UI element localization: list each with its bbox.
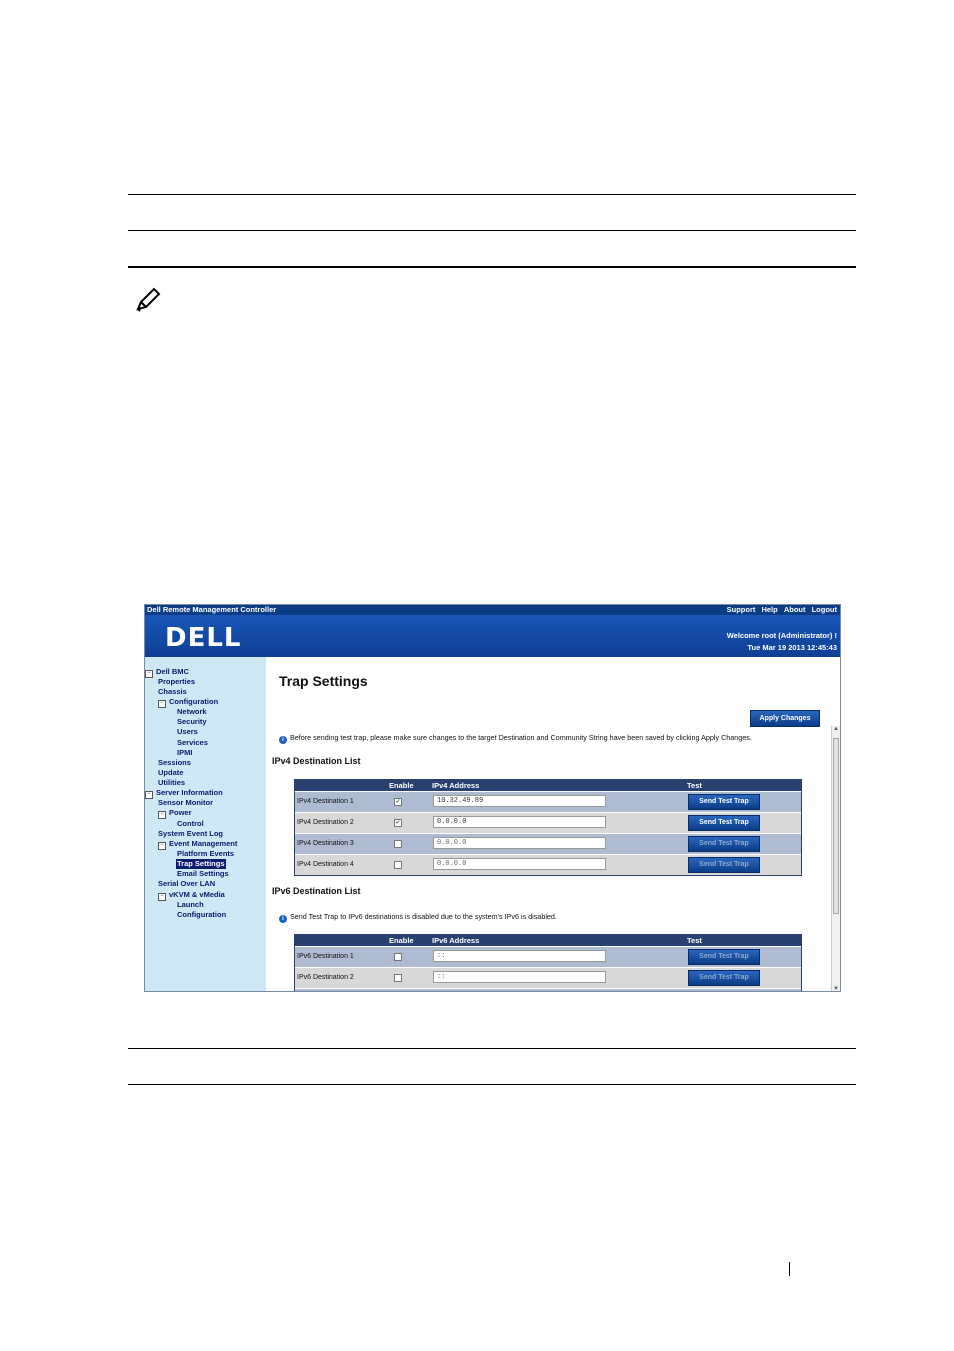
tree-item-properties[interactable]: Properties (158, 677, 196, 686)
ipv6-address-input[interactable]: :: (433, 971, 606, 983)
about-link[interactable]: About (783, 605, 806, 614)
tree-item-email-settings[interactable]: Email Settings (177, 869, 229, 878)
test-header: Test (687, 781, 702, 790)
title-bar (145, 605, 840, 615)
ipv6-address-input[interactable]: :: (433, 950, 606, 962)
row-label: IPv6 Destination 2 (297, 974, 354, 981)
collapse-icon[interactable]: − (158, 700, 166, 708)
info-icon: i (279, 915, 287, 923)
tree-item-security[interactable]: Security (177, 717, 207, 726)
header-banner (145, 615, 840, 657)
sidebar-tree (145, 657, 266, 992)
rule-top-3 (128, 266, 856, 268)
table-row (295, 791, 801, 812)
ipv4-address-input[interactable]: 10.32.49.89 (433, 795, 606, 807)
tree-item-update[interactable]: Update (158, 768, 184, 777)
tree-item-configuration[interactable]: − Configuration (158, 697, 218, 708)
scroll-up-icon[interactable]: ▲ (833, 726, 839, 732)
main-panel (266, 657, 840, 992)
ipv6-info-message: i Send Test Trap to IPv6 destinations is disabled due to the system's IPv6 is disabled. (279, 912, 557, 923)
row-label: IPv6 Destination 1 (297, 953, 354, 960)
top-links (723, 605, 837, 615)
scroll-down-icon[interactable]: ▼ (833, 986, 839, 992)
tree-item-server-information[interactable]: − Server Information (145, 788, 223, 799)
tree-item-vkvm-vmedia[interactable]: − vKVM & vMedia (158, 890, 225, 901)
send-test-trap-button[interactable]: Send Test Trap (688, 970, 760, 986)
test-header: Test (687, 936, 702, 945)
tree-item-vkvm-configuration[interactable]: Configuration (177, 910, 227, 919)
enable-header: Enable (389, 781, 414, 790)
collapse-icon[interactable]: − (158, 811, 166, 819)
row-label: IPv4 Destination 3 (297, 840, 354, 847)
tree-item-system-event-log[interactable]: System Event Log (158, 829, 224, 838)
tree-item-chassis[interactable]: Chassis (158, 687, 187, 696)
send-test-trap-button[interactable]: Send Test Trap (688, 836, 760, 852)
table-row (295, 854, 801, 875)
tree-item-ipmi[interactable]: IPMI (177, 748, 193, 757)
ipv6-table-header (295, 935, 801, 946)
table-row (295, 946, 801, 967)
rule-bottom-2 (128, 1084, 856, 1085)
welcome-panel (727, 630, 837, 654)
tree-item-serial-over-lan[interactable]: Serial Over LAN (158, 879, 216, 888)
page-number-divider (789, 1262, 790, 1276)
row-label: IPv4 Destination 1 (297, 798, 354, 805)
enable-checkbox[interactable] (394, 953, 402, 961)
info-icon: i (279, 736, 287, 744)
collapse-icon[interactable]: − (145, 670, 153, 678)
welcome-text: Welcome root (Administrator) ! (726, 631, 837, 640)
send-test-trap-button[interactable]: Send Test Trap (688, 949, 760, 965)
table-row (295, 833, 801, 854)
address-header: IPv6 Address (432, 936, 480, 945)
vertical-scrollbar[interactable] (831, 726, 841, 992)
ipv6-destination-table (294, 934, 802, 992)
tree-item-sessions[interactable]: Sessions (158, 758, 191, 767)
apply-changes-button[interactable]: Apply Changes (750, 710, 820, 727)
ipv4-address-input[interactable]: 0.0.0.0 (433, 858, 606, 870)
collapse-icon[interactable]: − (158, 842, 166, 850)
tree-item-event-management[interactable]: − Event Management (158, 839, 237, 850)
ipv4-table-header (295, 780, 801, 791)
help-link[interactable]: Help (761, 605, 778, 614)
ipv6-section-title: IPv6 Destination List (272, 886, 361, 896)
page-title: Trap Settings (279, 673, 368, 689)
address-header: IPv4 Address (432, 781, 480, 790)
table-row (295, 812, 801, 833)
enable-header: Enable (389, 936, 414, 945)
enable-checkbox[interactable]: ✓ (395, 820, 401, 826)
tree-item-control[interactable]: Control (177, 819, 204, 828)
rule-top-1 (128, 194, 856, 195)
table-row (295, 967, 801, 988)
enable-checkbox[interactable] (394, 861, 402, 869)
dell-logo: DELL (165, 623, 242, 653)
tree-item-network[interactable]: Network (177, 707, 207, 716)
enable-checkbox[interactable] (394, 974, 402, 982)
tree-item-services[interactable]: Services (177, 738, 208, 747)
rule-top-2 (128, 230, 856, 231)
rule-bottom-1 (128, 1048, 856, 1049)
bmc-screenshot (144, 604, 841, 992)
tree-item-utilities[interactable]: Utilities (158, 778, 186, 787)
row-label: IPv4 Destination 2 (297, 819, 354, 826)
tree-item-power[interactable]: − Power (158, 808, 192, 819)
apply-info-message: i Before sending test trap, please make sure changes to the target Destination and Community String have been saved by clicking Apply Changes. (279, 733, 752, 744)
tree-item-platform-events[interactable]: Platform Events (177, 849, 235, 858)
support-link[interactable]: Support (726, 605, 756, 614)
datetime-text: Tue Mar 19 2013 12:45:43 (747, 643, 837, 652)
tree-item-trap-settings[interactable]: Trap Settings (177, 859, 225, 868)
tree-item-sensor-monitor[interactable]: Sensor Monitor (158, 798, 214, 807)
ipv4-address-input[interactable]: 0.0.0.0 (433, 837, 606, 849)
ipv4-section-title: IPv4 Destination List (272, 756, 361, 766)
enable-checkbox[interactable] (394, 840, 402, 848)
enable-checkbox[interactable]: ✓ (395, 799, 401, 805)
scroll-thumb[interactable] (833, 738, 839, 914)
logout-link[interactable]: Logout (811, 605, 837, 614)
row-label: IPv4 Destination 4 (297, 861, 354, 868)
send-test-trap-button[interactable]: Send Test Trap (688, 794, 760, 810)
pencil-note-icon (133, 285, 163, 315)
collapse-icon[interactable]: − (158, 893, 166, 901)
tree-item-dell-bmc[interactable]: − Dell BMC (145, 667, 189, 678)
table-row-partial (295, 988, 801, 992)
tree-item-launch[interactable]: Launch (177, 900, 204, 909)
tree-item-users[interactable]: Users (177, 727, 198, 736)
collapse-icon[interactable]: − (145, 791, 153, 799)
app-title: Dell Remote Management Controller (147, 605, 277, 614)
send-test-trap-button[interactable]: Send Test Trap (688, 857, 760, 873)
ipv4-address-input[interactable]: 0.0.0.0 (433, 816, 606, 828)
ipv4-destination-table (294, 779, 802, 876)
send-test-trap-button[interactable]: Send Test Trap (688, 815, 760, 831)
